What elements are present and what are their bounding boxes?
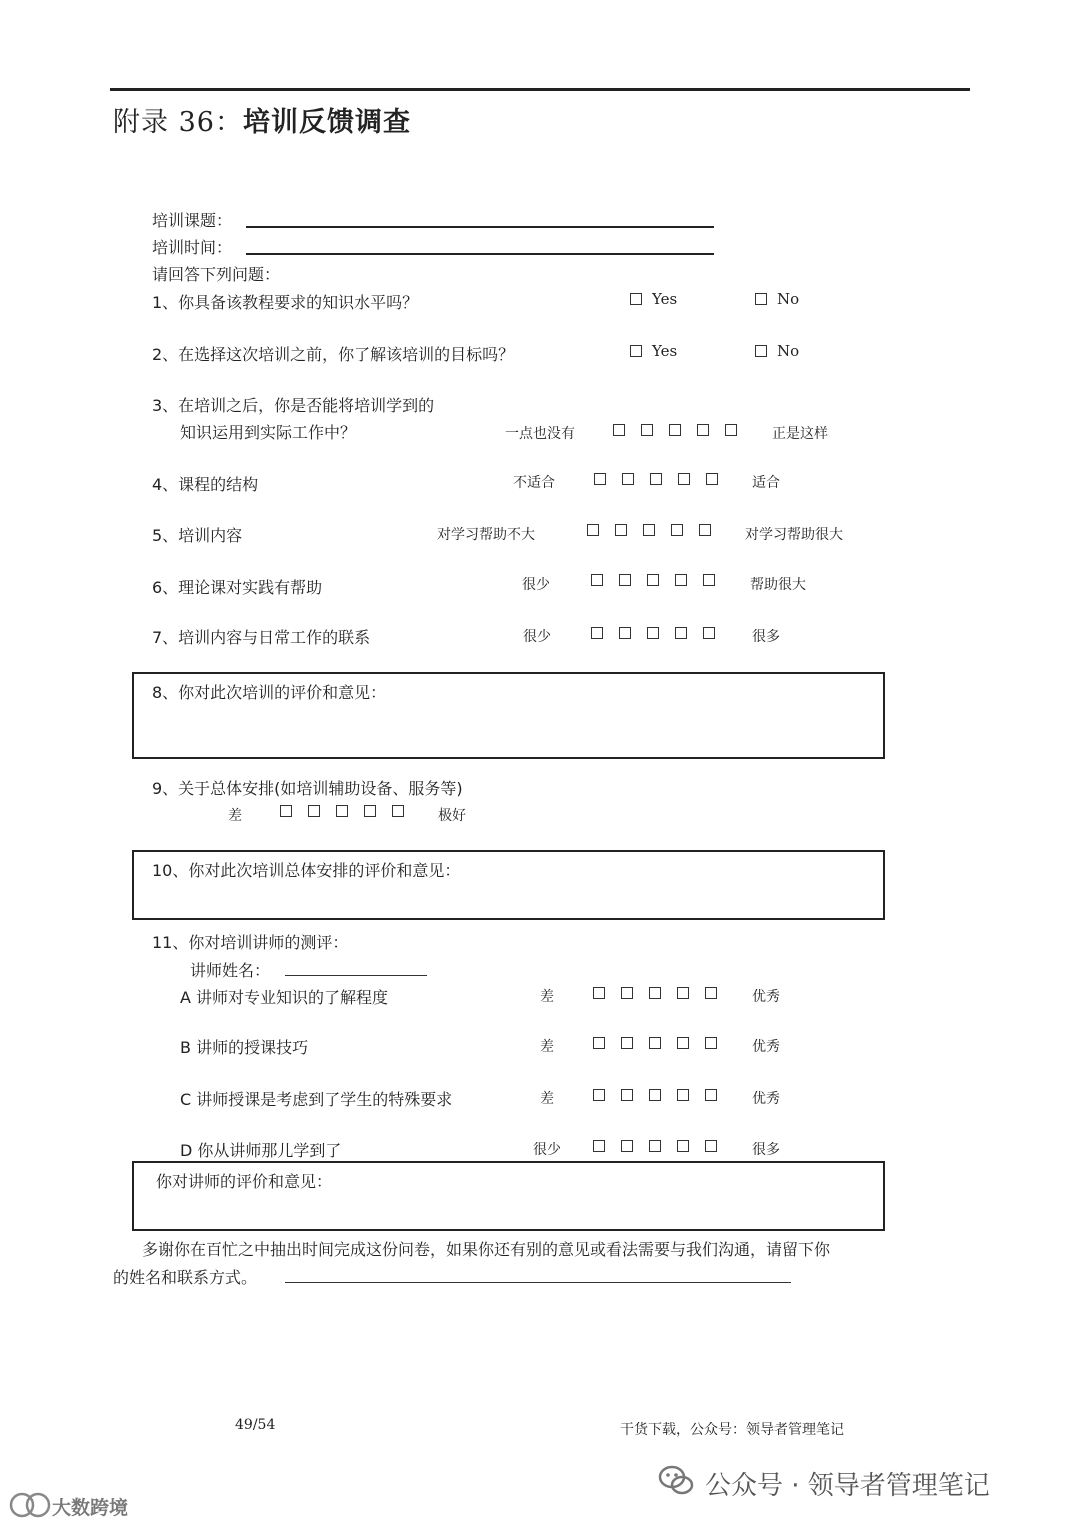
checkbox[interactable] <box>591 627 603 639</box>
item-c: C 讲师授课是考虑到了学生的特殊要求 <box>180 1090 453 1109</box>
checkbox[interactable] <box>630 293 642 305</box>
checkbox[interactable] <box>649 1089 661 1101</box>
source-logo-icon <box>8 1488 52 1522</box>
b-low-label: 差 <box>540 1039 554 1055</box>
checkbox[interactable] <box>591 574 603 586</box>
a-high-label: 优秀 <box>752 989 780 1005</box>
checkbox[interactable] <box>675 574 687 586</box>
checkbox[interactable] <box>621 1140 633 1152</box>
question-1: 1、你具备该教程要求的知识水平吗？ <box>152 293 419 312</box>
checkbox[interactable] <box>621 1037 633 1049</box>
checkbox[interactable] <box>622 473 634 485</box>
wechat-icon <box>657 1462 695 1500</box>
footer-note: 干货下载，公众号：领导者管理笔记 <box>620 1422 844 1438</box>
q3-high-label: 正是这样 <box>772 426 828 442</box>
checkbox[interactable] <box>678 473 690 485</box>
q3-scale[interactable] <box>613 424 753 436</box>
q9-high-label: 极好 <box>438 808 466 824</box>
checkbox[interactable] <box>705 1037 717 1049</box>
q4-low-label: 不适合 <box>513 475 555 491</box>
closing-line-2: 的姓名和联系方式。 <box>113 1268 258 1287</box>
checkbox[interactable] <box>630 345 642 357</box>
top-rule <box>110 88 970 91</box>
checkbox[interactable] <box>725 424 737 436</box>
c-high-label: 优秀 <box>752 1091 780 1107</box>
item-a: A 讲师对专业知识的了解程度 <box>180 988 389 1007</box>
d-low-label: 很少 <box>533 1142 561 1158</box>
checkbox[interactable] <box>671 524 683 536</box>
instruction: 请回答下列问题： <box>152 265 281 284</box>
question-8: 8、你对此次培训的评价和意见： <box>152 683 387 702</box>
q7-scale[interactable] <box>591 627 731 639</box>
time-label: 培训时间： <box>152 238 233 257</box>
checkbox[interactable] <box>621 1089 633 1101</box>
checkbox[interactable] <box>755 293 767 305</box>
checkbox[interactable] <box>593 987 605 999</box>
q4-scale[interactable] <box>594 473 734 485</box>
checkbox[interactable] <box>392 805 404 817</box>
checkbox[interactable] <box>669 424 681 436</box>
course-line[interactable] <box>246 226 714 228</box>
checkbox[interactable] <box>587 524 599 536</box>
q2-yes[interactable]: Yes <box>630 342 677 360</box>
d-scale[interactable] <box>593 1140 733 1152</box>
item-b: B 讲师的授课技巧 <box>180 1038 309 1057</box>
b-scale[interactable] <box>593 1037 733 1049</box>
c-low-label: 差 <box>540 1091 554 1107</box>
checkbox[interactable] <box>593 1037 605 1049</box>
checkbox[interactable] <box>755 345 767 357</box>
question-4: 4、课程的结构 <box>152 475 259 494</box>
checkbox[interactable] <box>703 574 715 586</box>
trainer-comment-label: 你对讲师的评价和意见： <box>156 1172 333 1191</box>
checkbox[interactable] <box>336 805 348 817</box>
checkbox[interactable] <box>593 1140 605 1152</box>
checkbox[interactable] <box>699 524 711 536</box>
q4-high-label: 适合 <box>752 475 780 491</box>
question-11: 11、你对培训讲师的测评： <box>152 933 349 952</box>
wechat-watermark: 公众号 · 领导者管理笔记 <box>705 1471 990 1501</box>
question-10: 10、你对此次培训总体安排的评价和意见： <box>152 861 461 880</box>
contact-line[interactable] <box>285 1282 791 1283</box>
item-d: D 你从讲师那儿学到了 <box>180 1141 342 1160</box>
checkbox[interactable] <box>280 805 292 817</box>
q5-high-label: 对学习帮助很大 <box>745 527 843 543</box>
trainer-comment-box[interactable] <box>132 1161 885 1231</box>
b-high-label: 优秀 <box>752 1039 780 1055</box>
checkbox[interactable] <box>594 473 606 485</box>
time-line[interactable] <box>246 253 714 255</box>
checkbox[interactable] <box>705 1089 717 1101</box>
page-title: 附录 36：培训反馈调查 <box>113 107 411 138</box>
q3-low-label: 一点也没有 <box>505 426 575 442</box>
checkbox[interactable] <box>705 1140 717 1152</box>
checkbox[interactable] <box>643 524 655 536</box>
question-3-cont: 知识运用到实际工作中？ <box>180 423 357 442</box>
q9-scale[interactable] <box>280 805 420 817</box>
q1-no[interactable]: No <box>755 290 799 308</box>
checkbox[interactable] <box>677 1140 689 1152</box>
q6-high-label: 帮助很大 <box>750 577 806 593</box>
checkbox[interactable] <box>675 627 687 639</box>
checkbox[interactable] <box>647 627 659 639</box>
checkbox[interactable] <box>641 424 653 436</box>
page-number: 49/54 <box>235 1417 276 1433</box>
checkbox[interactable] <box>593 1089 605 1101</box>
a-scale[interactable] <box>593 987 733 999</box>
q1-yes[interactable]: Yes <box>630 290 677 308</box>
q9-low-label: 差 <box>228 808 242 824</box>
q8-comment-box[interactable] <box>132 672 885 759</box>
checkbox[interactable] <box>649 1140 661 1152</box>
q10-comment-box[interactable] <box>132 850 885 920</box>
checkbox[interactable] <box>706 473 718 485</box>
d-high-label: 很多 <box>752 1142 780 1158</box>
checkbox[interactable] <box>647 574 659 586</box>
checkbox[interactable] <box>619 627 631 639</box>
question-9: 9、关于总体安排(如培训辅助设备、服务等) <box>152 779 463 798</box>
q6-scale[interactable] <box>591 574 731 586</box>
checkbox[interactable] <box>677 1089 689 1101</box>
question-6: 6、理论课对实践有帮助 <box>152 578 323 597</box>
closing-line-1: 多谢你在百忙之中抽出时间完成这份问卷，如果你还有别的意见或看法需要与我们沟通，请留下你 <box>142 1240 831 1259</box>
q7-high-label: 很多 <box>752 629 780 645</box>
checkbox[interactable] <box>613 424 625 436</box>
checkbox[interactable] <box>677 987 689 999</box>
checkbox[interactable] <box>649 987 661 999</box>
checkbox[interactable] <box>649 1037 661 1049</box>
question-5: 5、培训内容 <box>152 526 243 545</box>
trainer-name-label: 讲师姓名： <box>190 961 271 980</box>
q5-low-label: 对学习帮助不大 <box>437 527 535 543</box>
checkbox[interactable] <box>621 987 633 999</box>
checkbox[interactable] <box>619 574 631 586</box>
checkbox[interactable] <box>364 805 376 817</box>
course-label: 培训课题： <box>152 211 233 230</box>
checkbox[interactable] <box>697 424 709 436</box>
checkbox[interactable] <box>650 473 662 485</box>
checkbox[interactable] <box>703 627 715 639</box>
checkbox[interactable] <box>705 987 717 999</box>
source-watermark: 大数跨境 <box>52 1497 129 1519</box>
c-scale[interactable] <box>593 1089 733 1101</box>
q2-no[interactable]: No <box>755 342 799 360</box>
question-3: 3、在培训之后，你是否能将培训学到的 <box>152 396 435 415</box>
checkbox[interactable] <box>677 1037 689 1049</box>
q5-scale[interactable] <box>587 524 727 536</box>
q6-low-label: 很少 <box>522 577 550 593</box>
trainer-name-line[interactable] <box>285 975 427 976</box>
q7-low-label: 很少 <box>523 629 551 645</box>
checkbox[interactable] <box>615 524 627 536</box>
question-2: 2、在选择这次培训之前，你了解该培训的目标吗？ <box>152 345 515 364</box>
question-7: 7、培训内容与日常工作的联系 <box>152 628 371 647</box>
checkbox[interactable] <box>308 805 320 817</box>
a-low-label: 差 <box>540 989 554 1005</box>
